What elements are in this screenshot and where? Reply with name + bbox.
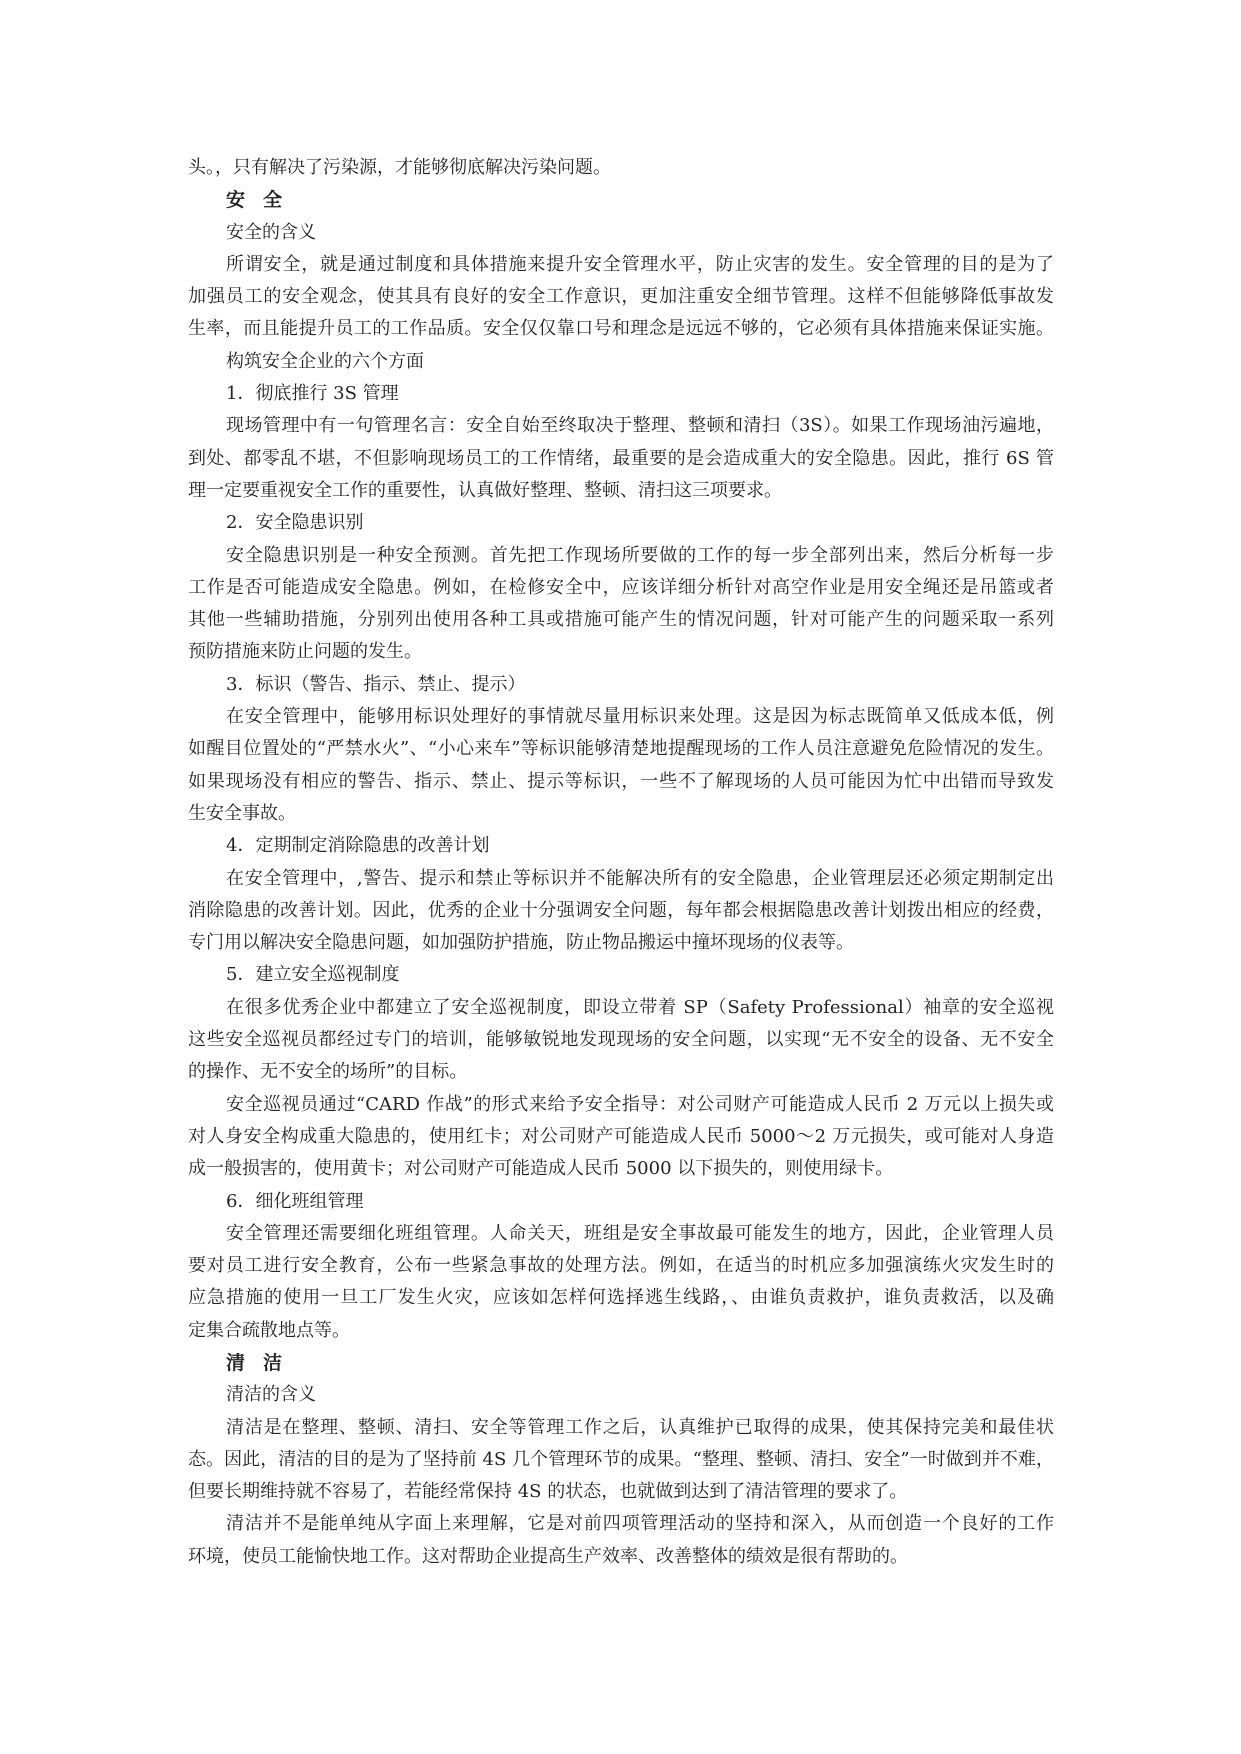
subheading: 构筑安全企业的六个方面 — [226, 350, 424, 372]
paragraph-line: 在安全管理中，能够用标识处理好的事情就尽量用标识来处理。这是因为标志既简单又低成本低，例 — [226, 706, 1054, 728]
section-heading: 清洁 — [226, 1351, 301, 1374]
paragraph-line: 但要长期维持就不容易了，若能经常保持 4S 的状态，也就做到达到了清洁管理的要求了。 — [188, 1481, 908, 1503]
paragraph-line: 消除隐患的改善计划。因此，优秀的企业十分强调安全问题，每年都会根据隐患改善计划拨出相应的经费， — [188, 899, 1054, 921]
paragraph-line: 要对员工进行安全教育，公布一些紧急事故的处理方法。例如，在适当的时机应多加强演练火灾发生时的 — [188, 1255, 1054, 1277]
paragraph-line: 加强员工的安全观念，使其具有良好的安全工作意识，更加注重安全细节管理。这样不但能够降低事故发 — [188, 286, 1054, 308]
paragraph-line: 安全隐患识别是一种安全预测。首先把工作现场所要做的工作的每一步全部列出来，然后分析每一步 — [226, 544, 1054, 566]
paragraph-line: 安全巡视员通过“CARD 作战”的形式来给予安全指导：对公司财产可能造成人民币 2 万元以上损失或 — [226, 1093, 1054, 1115]
paragraph-line: 其他一些辅助措施，分别列出使用各种工具或措施可能产生的情况问题，针对可能产生的问题采取一系列 — [188, 609, 1054, 631]
paragraph-line: 在安全管理中，,警告、提示和禁止等标识并不能解决所有的安全隐患，企业管理层还必须定期制定出 — [226, 867, 1054, 889]
subheading: 清洁的含义 — [226, 1384, 316, 1406]
paragraph-line: 生安全事故。 — [188, 802, 296, 824]
subheading: 3．标识（警告、指示、禁止、提示） — [226, 673, 526, 695]
subheading: 2．安全隐患识别 — [226, 512, 364, 534]
paragraph-line: 现场管理中有一句管理名言：安全自始至终取决于整理、整顿和清扫（3S）。如果工作现场油污遍地， — [226, 415, 1054, 437]
paragraph-line: 清洁是在整理、整顿、清扫、安全等管理工作之后，认真维护已取得的成果，使其保持完美和最佳状 — [226, 1416, 1054, 1438]
paragraph-line: 理一定要重视安全工作的重要性，认真做好整理、整顿、清扫这三项要求。 — [188, 479, 782, 501]
paragraph-line: 定集合疏散地点等。 — [188, 1319, 350, 1341]
paragraph-line: 预防措施来防止问题的发生。 — [188, 641, 422, 663]
paragraph-line: 的操作、无不安全的场所”的目标。 — [188, 1061, 468, 1083]
paragraph-line: 生率，而且能提升员工的工作品质。安全仅仅靠口号和理念是远远不够的，它必须有具体措施来保证实施。 — [188, 318, 1054, 340]
subheading: 4．定期制定消除隐患的改善计划 — [226, 835, 490, 857]
paragraph-line: 这些安全巡视员都经过专门的培训，能够敏锐地发现现场的安全问题，以实现“无不安全的设备、无不安全 — [188, 1029, 1054, 1051]
paragraph-line: 专门用以解决安全隐患问题，如加强防护措施，防止物品搬运中撞坏现场的仪表等。 — [188, 932, 854, 954]
paragraph-line: 安全管理还需要细化班组管理。人命关天，班组是安全事故最可能发生的地方，因此，企业管理人员 — [226, 1222, 1054, 1244]
paragraph-line: 在很多优秀企业中都建立了安全巡视制度，即设立带着 SP（Safety Professional）袖章的安全巡视 — [226, 996, 1054, 1018]
paragraph-line: 清洁并不是能单纯从字面上来理解，它是对前四项管理活动的坚持和深入，从而创造一个良好的工作 — [226, 1513, 1054, 1535]
paragraph-line: 环境，使员工能愉快地工作。这对帮助企业提高生产效率、改善整体的绩效是很有帮助的。 — [188, 1545, 908, 1567]
paragraph-line: 如果现场没有相应的警告、指示、禁止、提示等标识，一些不了解现场的人员可能因为忙中出错而导致发 — [188, 770, 1054, 792]
paragraph-line: 成一般损害的，使用黄卡；对公司财产可能造成人民币 5000 以下损失的，则使用绿卡。 — [188, 1158, 894, 1180]
subheading: 1．彻底推行 3S 管理 — [226, 383, 399, 405]
paragraph-line: 态。因此，清洁的目的是为了坚持前 4S 几个管理环节的成果。“整理、整顿、清扫、安全”一时做到并不难， — [188, 1448, 1054, 1470]
paragraph-line: 如醒目位置处的“严禁水火”、“小心来车”等标识能够清楚地提醒现场的工作人员注意避免危险情况的发生。 — [188, 738, 1054, 760]
paragraph-line: 对人身安全构成重大隐患的，使用红卡；对公司财产可能造成人民币 5000～2 万元损失，或可能对人身造 — [188, 1125, 1054, 1147]
paragraph-line: 头。，只有解决了污染源，才能够彻底解决污染问题。 — [188, 157, 611, 178]
paragraph-line: 工作是否可能造成安全隐患。例如，在检修安全中，应该详细分析针对高空作业是用安全绳还是吊篮或者 — [188, 576, 1054, 598]
subheading: 6．细化班组管理 — [226, 1190, 364, 1212]
section-heading: 安全 — [226, 189, 301, 212]
paragraph-line: 应急措施的使用一旦工厂发生火灾，应该如怎样何选择逃生线路，、由谁负责救护，谁负责救活，以及确 — [188, 1287, 1054, 1309]
paragraph-line: 所谓安全，就是通过制度和具体措施来提升安全管理水平，防止灾害的发生。安全管理的目的是为了 — [226, 253, 1054, 275]
subheading: 安全的含义 — [226, 221, 316, 243]
subheading: 5．建立安全巡视制度 — [226, 964, 400, 986]
document-page — [188, 152, 1054, 1573]
paragraph-line: 到处、都零乱不堪，不但影响现场员工的工作情绪，最重要的是会造成重大的安全隐患。因此，推行 6S 管 — [188, 447, 1054, 469]
